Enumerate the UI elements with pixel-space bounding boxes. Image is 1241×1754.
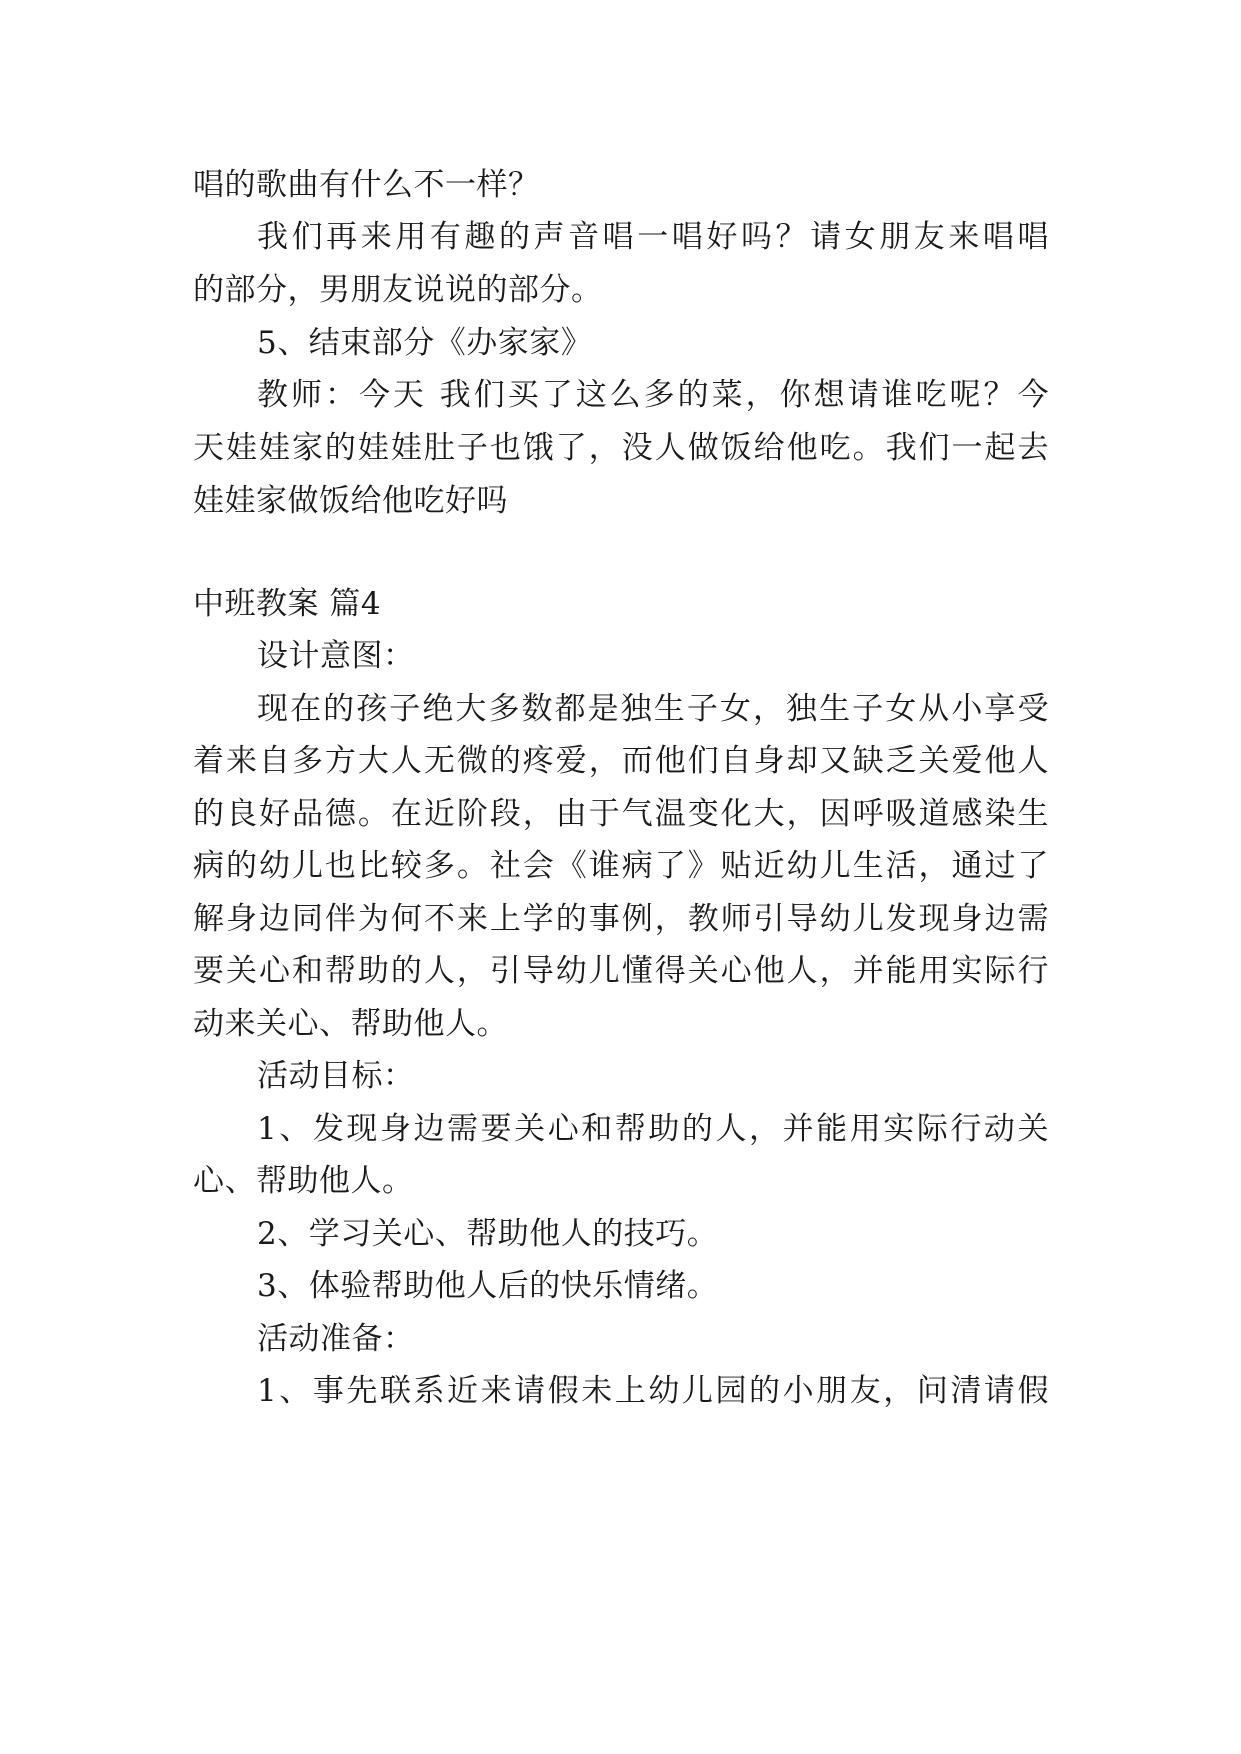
text-line: 病的幼儿也比较多。社会《谁病了》贴近幼儿生活，通过了 <box>193 848 1049 884</box>
text-line: 的部分，男朋友说说的部分。 <box>193 272 603 308</box>
text-line: 着来自多方大人无微的疼爱，而他们自身却又缺乏关爱他人 <box>193 743 1049 779</box>
list-item: 1、事先联系近来请假未上幼儿园的小朋友，问清请假 <box>257 1373 1049 1409</box>
text-line: 唱的歌曲有什么不一样？ <box>193 167 540 203</box>
section-heading: 活动目标： <box>257 1058 415 1094</box>
text-line: 我们再来用有趣的声音唱一唱好吗？请女朋友来唱唱 <box>257 219 1049 255</box>
text-line: 解身边同伴为何不来上学的事例，教师引导幼儿发现身边需 <box>193 901 1049 937</box>
section-title: 中班教案 篇4 <box>193 586 382 622</box>
section-heading: 设计意图： <box>257 638 415 674</box>
text-line: 的良好品德。在近阶段，由于气温变化大，因呼吸道感染生 <box>193 796 1049 832</box>
text-line: 要关心和帮助的人，引导幼儿懂得关心他人，并能用实际行 <box>193 953 1049 989</box>
text-line: 天娃娃家的娃娃肚子也饿了，没人做饭给他吃。我们一起去 <box>193 430 1049 466</box>
list-item-heading: 5、结束部分《办家家》 <box>257 325 593 361</box>
text-line: 动来关心、帮助他人。 <box>193 1006 508 1042</box>
section-heading: 活动准备： <box>257 1321 415 1357</box>
list-item: 3、体验帮助他人后的快乐情绪。 <box>257 1268 719 1304</box>
text-line: 现在的孩子绝大多数都是独生子女，独生子女从小享受 <box>257 691 1049 727</box>
text-line: 心、帮助他人。 <box>193 1163 414 1199</box>
list-item: 1、发现身边需要关心和帮助的人，并能用实际行动关 <box>257 1111 1049 1147</box>
text-line: 娃娃家做饭给他吃好吗 <box>193 483 508 519</box>
list-item: 2、学习关心、帮助他人的技巧。 <box>257 1216 719 1252</box>
text-line: 教师：今天 我们买了这么多的菜，你想请谁吃呢？今 <box>257 377 1049 413</box>
